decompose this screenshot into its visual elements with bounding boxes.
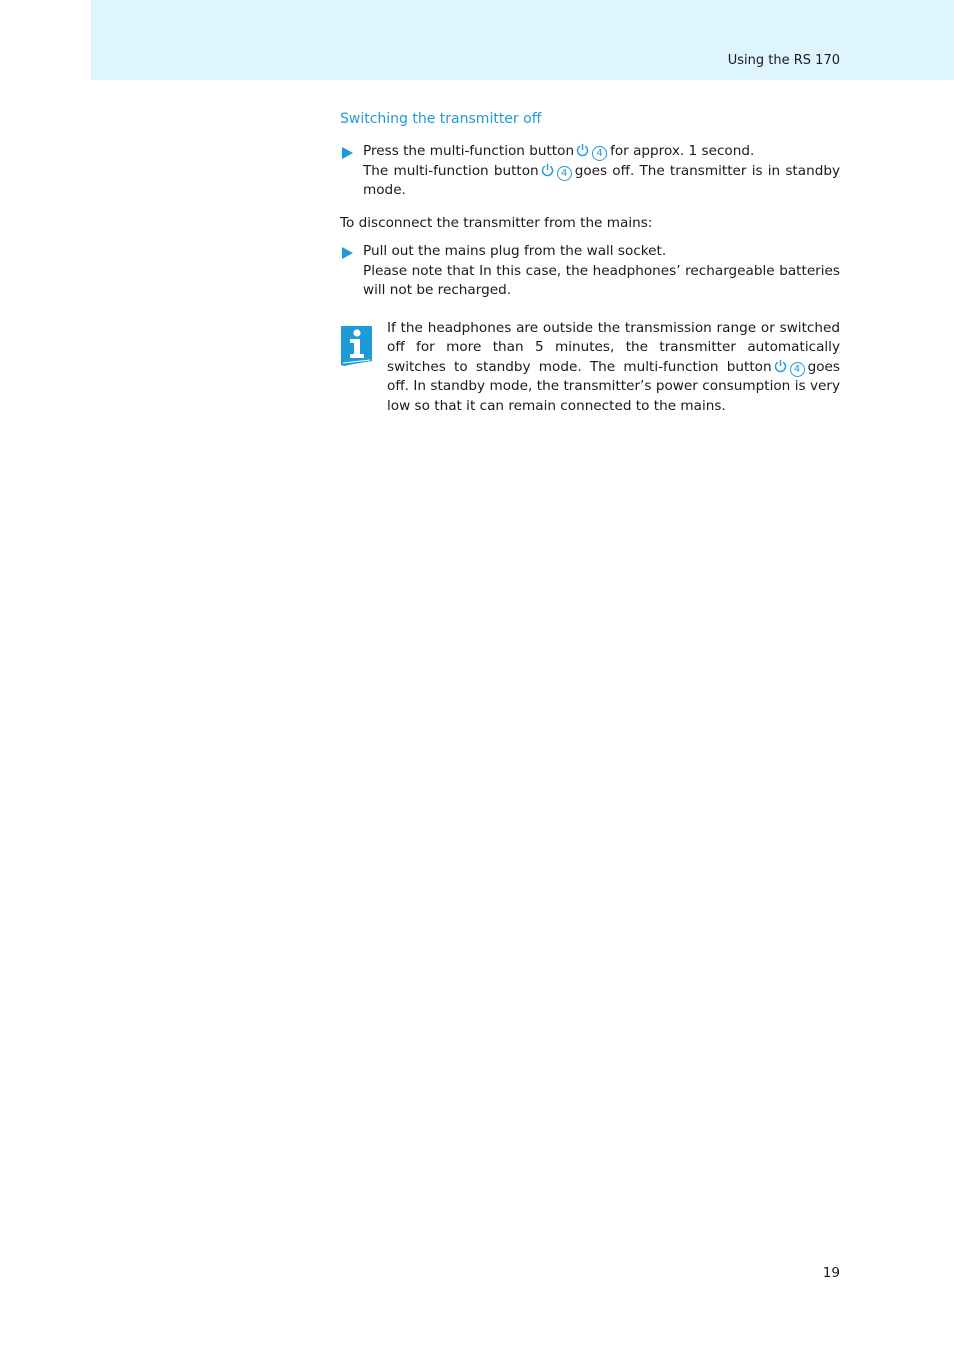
step-1-line-b: The multi-function button 4 goes off. The transmitter is in standby mode. xyxy=(363,162,840,198)
reference-number-badge: 4 xyxy=(592,146,607,161)
triangle-bullet-icon xyxy=(342,247,353,259)
header-band xyxy=(91,0,954,80)
section-title: Switching the transmitter off xyxy=(340,111,542,127)
step-2-line-a: Pull out the mains plug from the wall socket. xyxy=(363,243,667,259)
info-note xyxy=(340,319,840,417)
page-number: 19 xyxy=(822,1265,840,1281)
reference-number-badge: 4 xyxy=(790,362,805,377)
info-icon xyxy=(340,325,373,367)
power-icon xyxy=(576,143,589,157)
instruction-step-1 xyxy=(340,142,840,201)
running-title: Using the RS 170 xyxy=(727,53,840,68)
main-content xyxy=(340,109,840,416)
power-icon xyxy=(541,163,554,177)
info-note-text: If the headphones are outside the transmission range or switched off for more than 5 minutes, the transmitter automatically switches to standby mode. The multi-function button 4 goes off. In standby mode, the transmitter’s power consumption is very low so that it can remain connected to the mains. xyxy=(387,319,840,414)
step-1-line-a: Press the multi-function button 4 for approx. 1 second. xyxy=(363,143,755,159)
reference-number-badge: 4 xyxy=(557,166,572,181)
instruction-step-2 xyxy=(340,242,840,301)
disconnect-intro: To disconnect the transmitter from the mains: xyxy=(340,214,653,231)
power-icon xyxy=(774,359,787,373)
step-2-line-b: Please note that In this case, the headphones’ rechargeable batteries will not be recharged. xyxy=(363,262,840,298)
triangle-bullet-icon xyxy=(342,147,353,159)
